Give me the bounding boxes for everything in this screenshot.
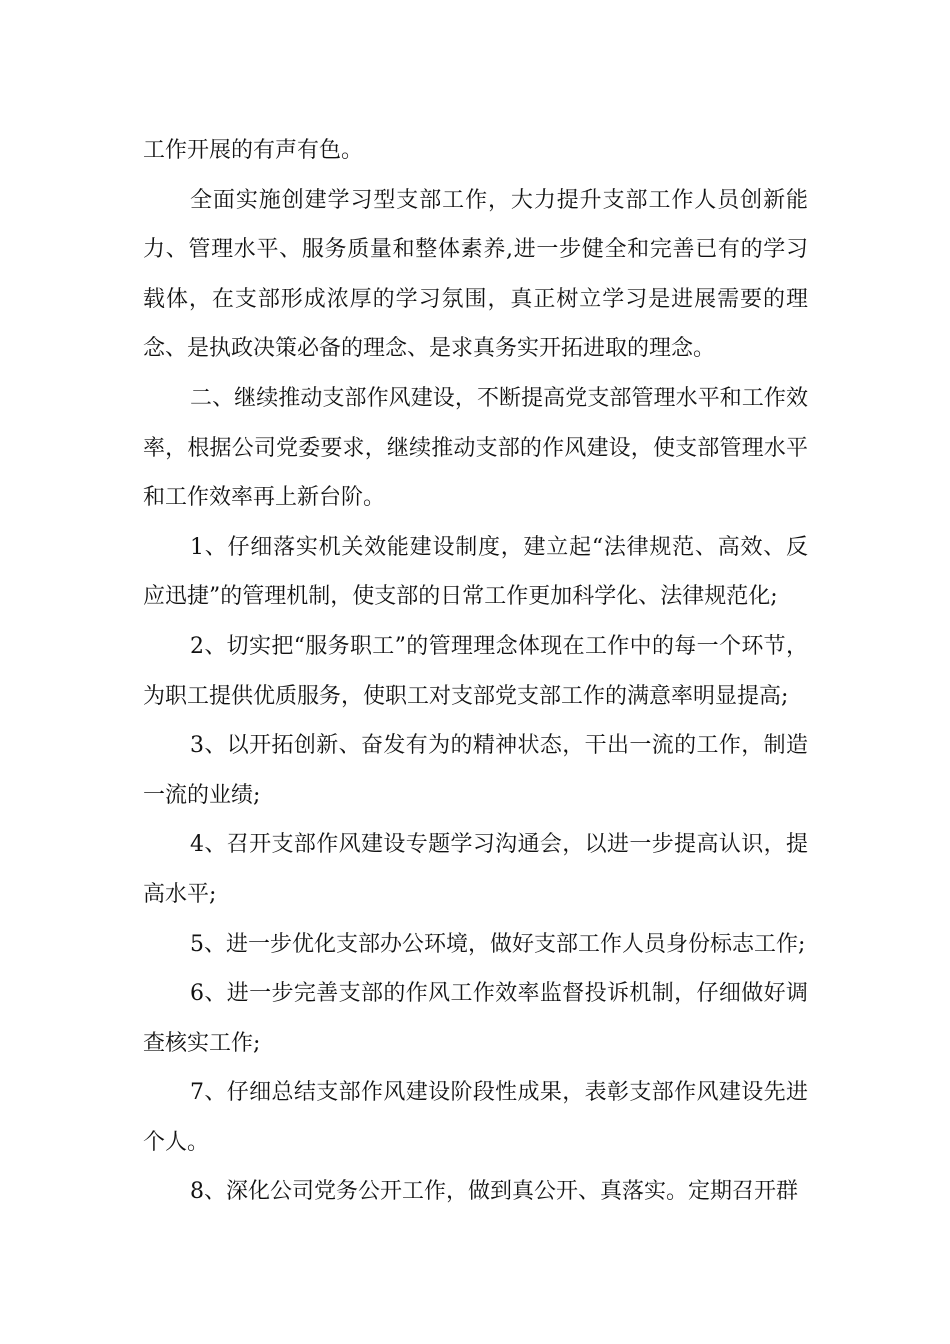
paragraph-continuation: 工作开展的有声有色。 (143, 138, 364, 163)
paragraph-item-5: 5、进一步优化支部办公环境，做好支部工作人员身份标志工作; (190, 931, 806, 957)
paragraph-item-2: 2、切实把“服务职工”的管理理念体现在工作中的每一个环节，为职工提供优质服务，使职工对支部党支部工作的满意率明显提高; (143, 633, 808, 709)
paragraph-item-1: 1、仔细落实机关效能建设制度，建立起“法律规范、高效、反应迅捷”的管理机制，使支部的日常工作更加科学化、法律规范化; (143, 534, 808, 610)
paragraph-learning-branch: 全面实施创建学习型支部工作，大力提升支部工作人员创新能力、管理水平、服务质量和整体素养,进一步健全和完善已有的学习载体，在支部形成浓厚的学习氛围，真正树立学习是进展需要的理念、是执政决策必备的理念、是求真务实开拓进取的理念。 (143, 187, 808, 362)
paragraph-item-8: 8、深化公司党务公开工作，做到真公开、真落实。定期召开群 (190, 1179, 798, 1205)
paragraph-item-3: 3、以开拓创新、奋发有为的精神状态，干出一流的工作，制造一流的业绩; (143, 733, 808, 808)
paragraph-item-6: 6、进一步完善支部的作风工作效率监督投诉机制，仔细做好调查核实工作; (143, 981, 808, 1056)
paragraph-item-4: 4、召开支部作风建设专题学习沟通会，以进一步提高认识，提高水平; (143, 832, 808, 907)
paragraph-item-7: 7、仔细总结支部作风建设阶段性成果，表彰支部作风建设先进个人。 (143, 1080, 808, 1155)
document-body (143, 126, 808, 1217)
paragraph-section-two: 二、继续推动支部作风建设，不断提高党支部管理水平和工作效率，根据公司党委要求，继续推动支部的作风建设，使支部管理水平和工作效率再上新台阶。 (143, 385, 808, 511)
